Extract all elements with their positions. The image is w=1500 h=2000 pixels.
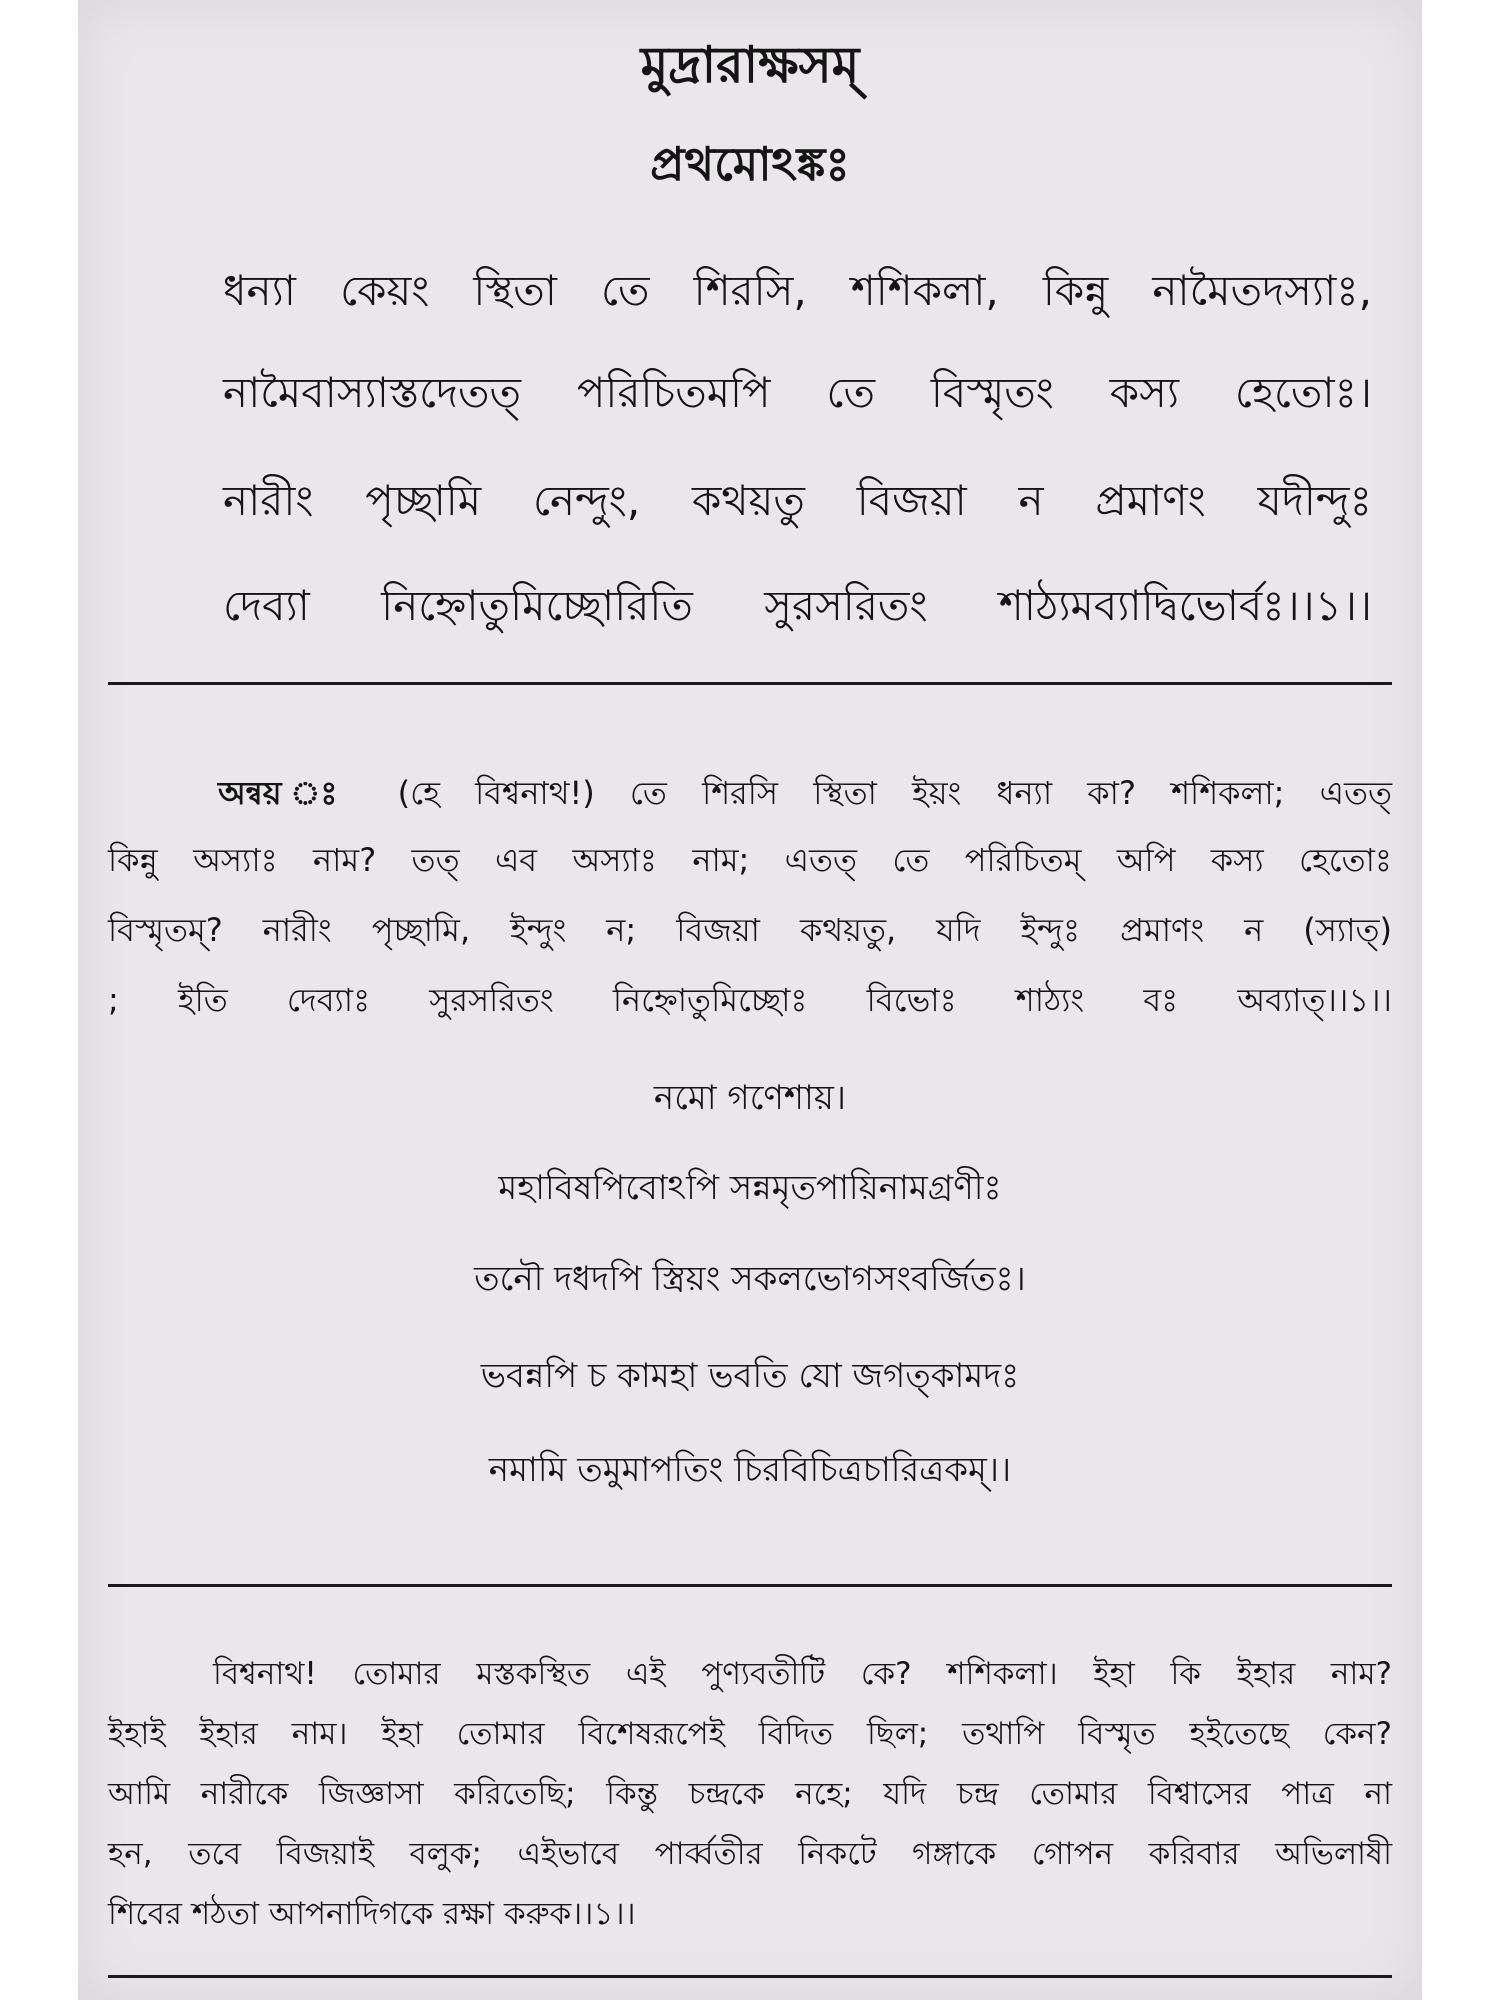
translation-line: হন, তবে বিজয়াই বলুক; এইভাবে পার্ব্বতীর নিকটে গঙ্গাকে গোপন করিবার অভিলাষী bbox=[108, 1836, 1392, 1872]
play-title: মুদ্রারাক্ষসম্ bbox=[640, 36, 860, 94]
translation-line: শিবের শঠতা আপনাদিগকে রক্ষা করুক।।১।। bbox=[108, 1896, 636, 1932]
anvaya-line-first bbox=[218, 768, 1392, 822]
anvaya-line: বিস্মৃতম্? নারীং পৃচ্ছামি, ইন্দুং ন; বিজয়া কথয়তু, যদি ইন্দুঃ প্রমাণং ন (স্যাত্) bbox=[108, 911, 1392, 949]
anvaya-line: ; ইতি দেব্যাঃ সুরসরিতং নিহ্নোতুমিচ্ছোঃ বিভোঃ শাঠ্যং বঃ অব্যাত্।।১।। bbox=[108, 981, 1392, 1019]
divider bbox=[108, 682, 1392, 685]
verse-line: নারীং পৃচ্ছামি নেন্দুং, কথয়তু বিজয়া ন প্রমাণং যদীন্দুঃ bbox=[223, 476, 1372, 525]
verse-line: দেব্যা নিহ্নোতুমিচ্ছোরিতি সুরসরিতং শাঠ্যমব্যাদ্বিভোর্বঃ।।১।। bbox=[223, 581, 1372, 630]
divider bbox=[108, 1975, 1392, 1978]
invocation-line: নমামি তমুমাপতিং চিরবিচিত্রচারিত্রকম্।। bbox=[488, 1450, 1012, 1490]
anvaya-text: (হে বিশ্বনাথ!) তে শিরসি স্থিতা ইয়ং ধন্যা কা? শশিকলা; এতত্ bbox=[397, 774, 1392, 812]
anvaya-label: অন্বয় ঃ bbox=[218, 774, 363, 812]
book-page bbox=[78, 0, 1422, 2000]
invocation-line: মহাবিষপিবোঽপি সন্নমৃতপায়িনামগ্রণীঃ bbox=[498, 1168, 1002, 1208]
invocation-line: তনৌ দধদপি স্ত্রিয়ং সকলভোগসংবর্জিতঃ। bbox=[474, 1259, 1026, 1299]
invocation-heading: নমো গণেশায়। bbox=[653, 1078, 847, 1118]
invocation-line: ভবন্নপি চ কামহা ভবতি যো জগত্কামদঃ bbox=[480, 1356, 1020, 1396]
translation-line: বিশ্বনাথ! তোমার মস্তকস্থিত এই পুণ্যবতীটি কে? শশিকলা। ইহা কি ইহার নাম? bbox=[213, 1656, 1392, 1692]
translation-line: ইহাই ইহার নাম। ইহা তোমার বিশেষরূপেই বিদিত ছিল; তথাপি বিস্মৃত হইতেছে কেন? bbox=[108, 1716, 1392, 1752]
anvaya-line: কিন্নু অস্যাঃ নাম? তত্ এব অস্যাঃ নাম; এতত্ তে পরিচিতম্ অপি কস্য হেতোঃ bbox=[108, 841, 1392, 879]
act-heading: প্রথমোঽঙ্কঃ bbox=[650, 137, 850, 191]
divider bbox=[108, 1584, 1392, 1587]
verse-line: নামৈবাস্যাস্তদেতত্ পরিচিতমপি তে বিস্মৃতং কস্য হেতোঃ। bbox=[223, 368, 1372, 417]
verse-line: ধন্যা কেয়ং স্থিতা তে শিরসি, শশিকলা, কিন্নু নামৈতদস্যাঃ, bbox=[223, 266, 1372, 315]
translation-line: আমি নারীকে জিজ্ঞাসা করিতেছি; কিন্তু চন্দ্রকে নহে; যদি চন্দ্র তোমার বিশ্বাসের পাত্র না bbox=[108, 1776, 1392, 1812]
